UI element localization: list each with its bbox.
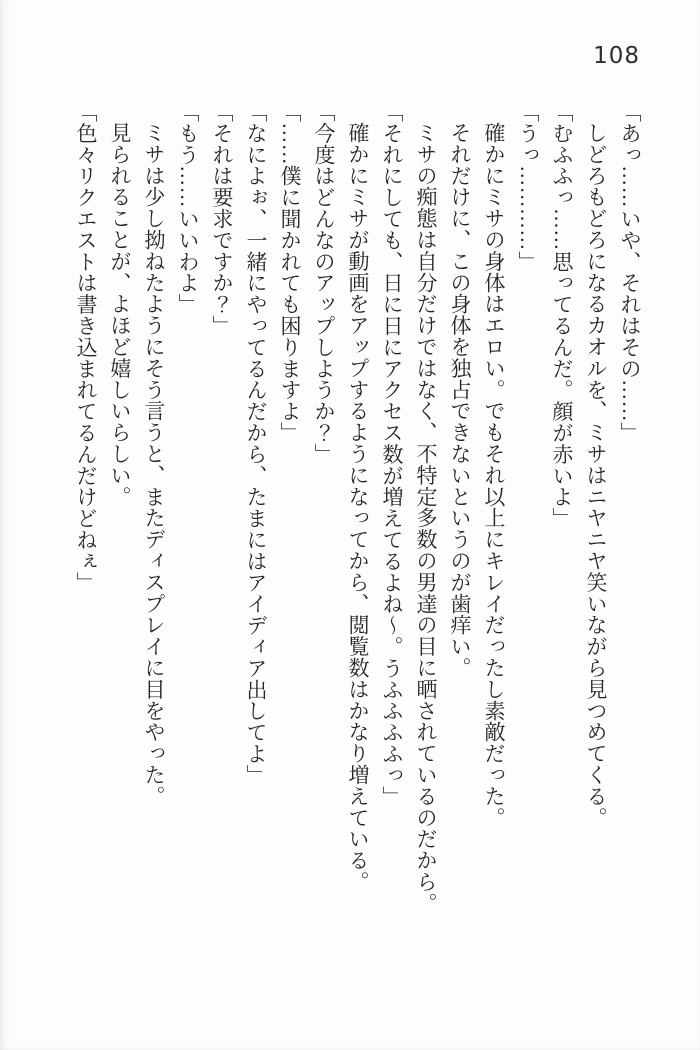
vertical-text-area: [69, 101, 647, 959]
paragraph: ミサは少し拗ねたようにそう言うと、またディスプレイに目をやった。: [142, 122, 166, 807]
paragraph: 確かにミサが動画をアップするようになってから、閲覧数はかなり増えている。: [346, 122, 370, 893]
paragraph: 「……僕に聞かれても困りますよ」: [278, 101, 302, 444]
paragraph: 「もう……いいわよ」: [176, 101, 200, 315]
paragraph: 「それにしても、日に日にアクセス数が増えてるよね〜。うふふふふっ」: [380, 101, 404, 808]
paragraph: 確かにミサの身体はエロい。でもそれ以上にキレイだったし素敵だった。: [482, 122, 506, 829]
paragraph: しどろもどろになるカオルを、ミサはニヤニヤ笑いながら見つめてくる。: [584, 122, 608, 829]
paragraph: ミサの痴態は自分だけではなく、不特定多数の男達の目に晒されているのだから。: [414, 122, 438, 914]
paragraph: 「色々リクエストは書き込まれてるんだけどねぇ」: [74, 101, 98, 594]
paragraph: 「なによぉ、一緒にやってるんだから、たまにはアイディア出してよ」: [244, 101, 268, 786]
paragraph: 「今度はどんなのアップしようか？」: [312, 101, 336, 465]
paragraph: 「それは要求ですか？」: [210, 101, 234, 337]
paragraph: それだけに、この身体を独占できないというのが歯痒い。: [448, 122, 472, 679]
paragraph: 「うっ…………」: [516, 101, 540, 273]
paragraph: 「あっ……いや、それはその……」: [618, 101, 642, 444]
page-number: 108: [593, 43, 640, 69]
paragraph: 「むふふっ……思ってるんだ。顔が赤いよ」: [550, 101, 574, 529]
paragraph: 見られることが、よほど嬉しいらしい。: [108, 122, 132, 508]
